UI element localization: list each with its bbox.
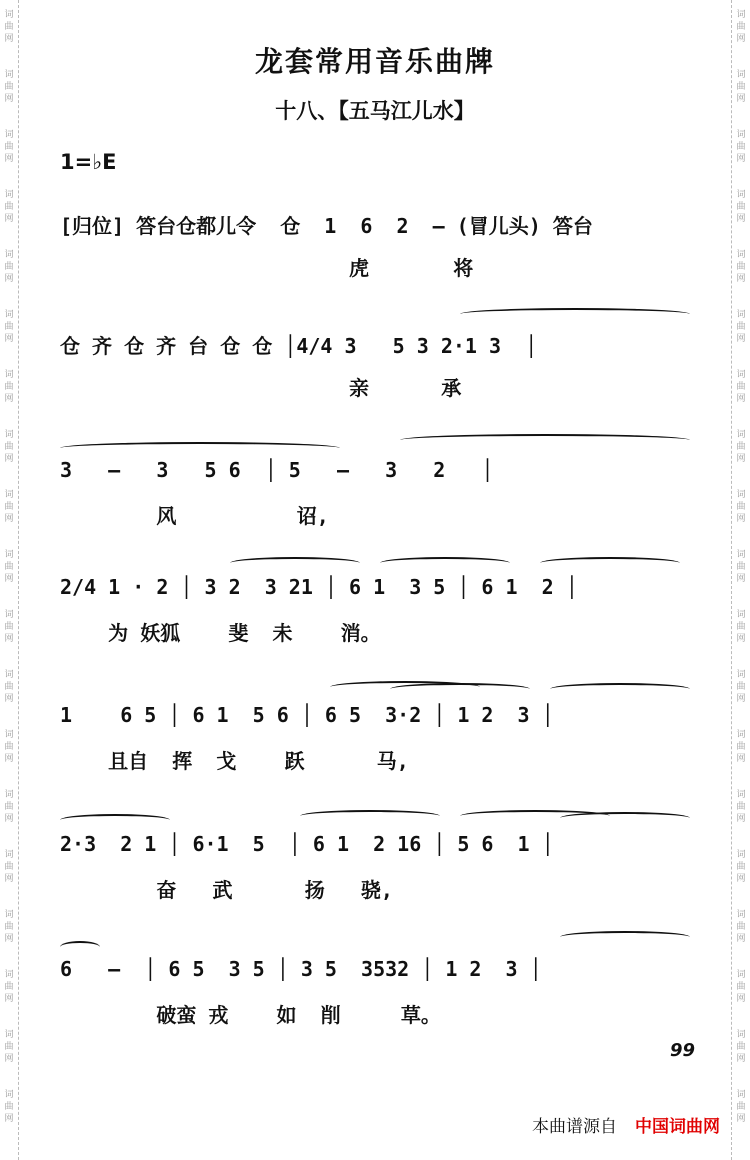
slur bbox=[560, 812, 690, 824]
watermark-char: 曲 bbox=[4, 982, 14, 992]
watermark-char: 曲 bbox=[736, 802, 746, 812]
watermark-char: 曲 bbox=[4, 1102, 14, 1112]
score-line-1 bbox=[60, 210, 700, 280]
notes-line-3: 3 – 3 5 6 │ 5 – 3 2 │ bbox=[60, 458, 494, 482]
watermark-char: 曲 bbox=[736, 982, 746, 992]
watermark-char: 曲 bbox=[4, 262, 14, 272]
watermark-char: 网 bbox=[4, 1054, 14, 1064]
watermark-char: 词 bbox=[4, 910, 14, 920]
watermark-char: 曲 bbox=[736, 1042, 746, 1052]
watermark-char: 网 bbox=[4, 574, 14, 584]
slur bbox=[400, 434, 690, 446]
watermark-char: 网 bbox=[736, 274, 746, 284]
notes-line-2: 仓 齐 仓 齐 台 仓 仓 │4/4 3 5 3 2·1 3 │ bbox=[60, 334, 538, 358]
slur bbox=[390, 683, 530, 695]
watermark-char: 曲 bbox=[4, 322, 14, 332]
watermark-char: 词 bbox=[4, 790, 14, 800]
watermark-char: 曲 bbox=[736, 922, 746, 932]
watermark-char: 网 bbox=[736, 1114, 746, 1124]
watermark-char: 网 bbox=[4, 634, 14, 644]
watermark-char: 网 bbox=[736, 874, 746, 884]
watermark-char: 词 bbox=[736, 370, 746, 380]
watermark-char: 曲 bbox=[4, 862, 14, 872]
watermark-char: 曲 bbox=[4, 742, 14, 752]
watermark-char: 网 bbox=[736, 154, 746, 164]
notes-line-6: 2·3 2 1 │ 6·1 5 │ 6 1 2 16 │ 5 6 1 │ bbox=[60, 832, 554, 856]
watermark-char: 曲 bbox=[4, 382, 14, 392]
watermark-char: 曲 bbox=[4, 442, 14, 452]
watermark-char: 词 bbox=[736, 850, 746, 860]
key-signature: 1=♭E bbox=[60, 150, 117, 174]
watermark-char: 网 bbox=[4, 94, 14, 104]
watermark-char: 词 bbox=[736, 610, 746, 620]
notes-line-7: 6 – │ 6 5 3 5 │ 3 5 3532 │ 1 2 3 │ bbox=[60, 957, 542, 981]
watermark-char: 网 bbox=[4, 394, 14, 404]
watermark-char: 曲 bbox=[736, 862, 746, 872]
watermark-char: 词 bbox=[4, 190, 14, 200]
watermark-char: 网 bbox=[4, 694, 14, 704]
score-line-3 bbox=[60, 458, 700, 528]
watermark-char: 曲 bbox=[736, 622, 746, 632]
watermark-char: 曲 bbox=[736, 322, 746, 332]
watermark-char: 曲 bbox=[736, 682, 746, 692]
watermark-char: 曲 bbox=[4, 82, 14, 92]
lyrics-line-7: 破蛮 戎 如 削 草。 bbox=[60, 1003, 441, 1027]
watermark-char: 词 bbox=[736, 910, 746, 920]
watermark-char: 词 bbox=[4, 850, 14, 860]
watermark-char: 网 bbox=[4, 454, 14, 464]
score-line-4 bbox=[60, 575, 700, 645]
slur bbox=[300, 810, 440, 822]
watermark-char: 网 bbox=[4, 754, 14, 764]
watermark-char: 词 bbox=[4, 1030, 14, 1040]
watermark-char: 网 bbox=[4, 994, 14, 1004]
watermark-char: 网 bbox=[4, 814, 14, 824]
watermark-char: 曲 bbox=[4, 142, 14, 152]
watermark-char: 网 bbox=[4, 154, 14, 164]
watermark-char: 网 bbox=[4, 274, 14, 284]
watermark-char: 网 bbox=[736, 214, 746, 224]
lyrics-line-6: 奋 武 扬 骁, bbox=[60, 878, 393, 902]
score-line-7 bbox=[60, 957, 700, 1027]
watermark-char: 词 bbox=[736, 70, 746, 80]
watermark-char: 网 bbox=[736, 34, 746, 44]
lyrics-line-4: 为 妖狐 斐 未 消。 bbox=[60, 621, 381, 645]
slur bbox=[380, 557, 510, 569]
slur bbox=[550, 683, 690, 695]
watermark-char: 网 bbox=[736, 634, 746, 644]
watermark-char: 词 bbox=[736, 730, 746, 740]
watermark-char: 网 bbox=[4, 214, 14, 224]
watermark-char: 词 bbox=[736, 130, 746, 140]
watermark-char: 词 bbox=[736, 550, 746, 560]
watermark-char: 词 bbox=[4, 550, 14, 560]
watermark-char: 曲 bbox=[736, 562, 746, 572]
score-line-6 bbox=[60, 832, 700, 902]
watermark-char: 曲 bbox=[736, 502, 746, 512]
watermark-char: 网 bbox=[736, 694, 746, 704]
watermark-char: 词 bbox=[736, 970, 746, 980]
watermark-char: 网 bbox=[736, 994, 746, 1004]
watermark-char: 词 bbox=[4, 70, 14, 80]
slur bbox=[540, 557, 680, 569]
slur bbox=[60, 442, 340, 454]
watermark-char: 曲 bbox=[4, 802, 14, 812]
watermark-char: 曲 bbox=[736, 142, 746, 152]
watermark-char: 词 bbox=[736, 790, 746, 800]
watermark-char: 词 bbox=[736, 670, 746, 680]
watermark-char: 曲 bbox=[4, 622, 14, 632]
watermark-char: 网 bbox=[4, 514, 14, 524]
watermark-char: 词 bbox=[736, 1030, 746, 1040]
lyrics-line-5: 且自 挥 戈 跃 马, bbox=[60, 749, 409, 773]
page-number: 99 bbox=[669, 1040, 695, 1061]
watermark-char: 曲 bbox=[4, 202, 14, 212]
slur bbox=[560, 931, 690, 943]
watermark-char: 词 bbox=[4, 610, 14, 620]
lyrics-line-3: 风 诏, bbox=[60, 504, 329, 528]
source-credit bbox=[532, 1112, 720, 1137]
piece-subtitle: 十八、【五马江儿水】 bbox=[275, 99, 475, 123]
watermark-char: 网 bbox=[736, 574, 746, 584]
watermark-char: 曲 bbox=[4, 562, 14, 572]
watermark-char: 网 bbox=[736, 754, 746, 764]
watermark-char: 词 bbox=[736, 1090, 746, 1100]
watermark-char: 曲 bbox=[736, 742, 746, 752]
watermark-char: 网 bbox=[4, 34, 14, 44]
watermark-char: 词 bbox=[736, 430, 746, 440]
watermark-char: 曲 bbox=[736, 262, 746, 272]
slur bbox=[60, 814, 170, 826]
watermark-char: 词 bbox=[4, 310, 14, 320]
watermark-char: 曲 bbox=[736, 82, 746, 92]
watermark-char: 网 bbox=[736, 934, 746, 944]
watermark-char: 网 bbox=[4, 934, 14, 944]
watermark-char: 网 bbox=[736, 94, 746, 104]
watermark-char: 网 bbox=[736, 1054, 746, 1064]
watermark-char: 曲 bbox=[736, 442, 746, 452]
lyrics-line-2: 亲 承 bbox=[60, 376, 462, 400]
watermark-char: 曲 bbox=[736, 382, 746, 392]
watermark-char: 网 bbox=[4, 874, 14, 884]
watermark-char: 词 bbox=[4, 670, 14, 680]
watermark-char: 网 bbox=[736, 454, 746, 464]
score-line-5 bbox=[60, 703, 700, 773]
notes-line-1: [归位] 答台仓都儿令 仓 1 6 2 – (冒儿头) 答台 bbox=[60, 214, 593, 238]
notes-line-5: 1 6 5 │ 6 1 5 6 │ 6 5 3·2 │ 1 2 3 │ bbox=[60, 703, 554, 727]
watermark-char: 词 bbox=[4, 250, 14, 260]
watermark-char: 词 bbox=[736, 310, 746, 320]
watermark-char: 词 bbox=[4, 970, 14, 980]
watermark-char: 词 bbox=[4, 370, 14, 380]
watermark-char: 网 bbox=[736, 334, 746, 344]
watermark-char: 词 bbox=[4, 10, 14, 20]
score-line-2 bbox=[60, 330, 700, 400]
watermark-char: 曲 bbox=[4, 682, 14, 692]
notes-line-4: 2/4 1 · 2 │ 3 2 3 21 │ 6 1 3 5 │ 6 1 2 │ bbox=[60, 575, 578, 599]
watermark-char: 曲 bbox=[736, 202, 746, 212]
watermark-char: 词 bbox=[4, 430, 14, 440]
watermark-char: 曲 bbox=[736, 1102, 746, 1112]
watermark-char: 网 bbox=[736, 394, 746, 404]
watermark-char: 网 bbox=[736, 814, 746, 824]
watermark-char: 曲 bbox=[4, 502, 14, 512]
watermark-char: 词 bbox=[736, 250, 746, 260]
slur bbox=[60, 941, 100, 953]
watermark-char: 词 bbox=[4, 130, 14, 140]
slur bbox=[460, 308, 690, 320]
watermark-char: 曲 bbox=[4, 22, 14, 32]
watermark-char: 词 bbox=[736, 490, 746, 500]
watermark-char: 曲 bbox=[736, 22, 746, 32]
watermark-char: 词 bbox=[4, 490, 14, 500]
watermark-char: 网 bbox=[736, 514, 746, 524]
watermark-char: 词 bbox=[4, 730, 14, 740]
watermark-char: 曲 bbox=[4, 922, 14, 932]
page-title: 龙套常用音乐曲牌 bbox=[254, 45, 495, 78]
source-label: 本曲谱源自 bbox=[532, 1117, 617, 1137]
watermark-char: 词 bbox=[736, 190, 746, 200]
watermark-char: 网 bbox=[4, 1114, 14, 1124]
watermark-char: 词 bbox=[4, 1090, 14, 1100]
slur bbox=[230, 557, 360, 569]
watermark-char: 曲 bbox=[4, 1042, 14, 1052]
watermark-char: 网 bbox=[4, 334, 14, 344]
watermark-char: 词 bbox=[736, 10, 746, 20]
lyrics-line-1: 虎 将 bbox=[60, 256, 474, 280]
source-site-link[interactable]: 中国词曲网 bbox=[635, 1117, 720, 1137]
